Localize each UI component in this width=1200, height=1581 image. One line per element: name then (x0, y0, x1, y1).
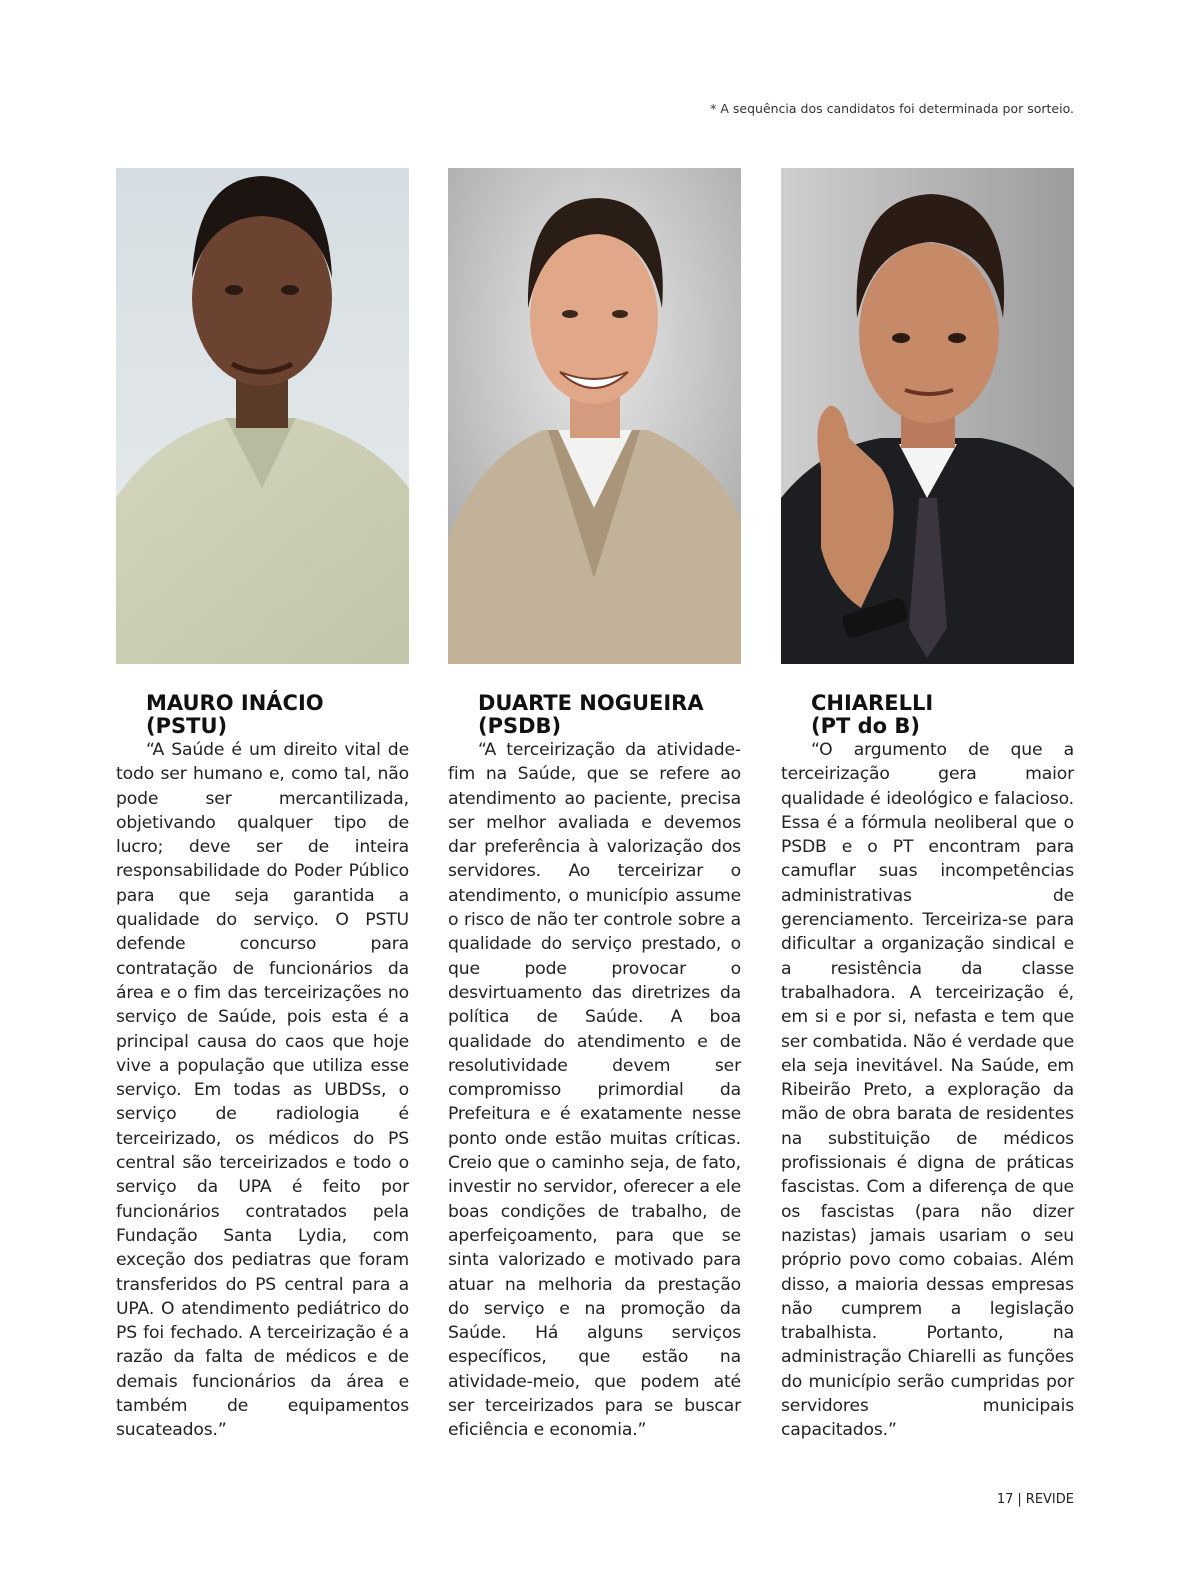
candidate-party: (PSTU) (146, 714, 228, 738)
candidate-name: MAURO INÁCIO (146, 691, 324, 715)
candidate-column-3 (781, 168, 1074, 1443)
footer-separator: | (1017, 1492, 1022, 1507)
magazine-name: REVIDE (1025, 1492, 1074, 1507)
candidate-name: DUARTE NOGUEIRA (478, 691, 704, 715)
candidate-column-1 (116, 168, 409, 1443)
candidate-column-2 (448, 168, 741, 1443)
candidate-quote: “A terceirização da atividade-fim na Saúde, que se refere ao atendimento ao paciente, precisa ser melhor avaliada e devemos dar preferência à valorização dos servidores. Ao terceirizar o atendimento, o município assume o risco de não ter controle sobre a qualidade do serviço prestado, o que pode provocar o desvirtuamento das diretrizes da política de Saúde. A boa qualidade do atendimento e de resolutividade devem ser compromisso primordial da Prefeitura e é exatamente nesse ponto onde estão muitas críticas. Creio que o caminho seja, de fato, investir no servidor, oferecer a ele boas condições de trabalho, de aperfeiçoamento, para que se sinta valorizado e motivado para atuar na melhoria da prestação do serviço e na promoção da Saúde. Há alguns serviços específicos, que estão na atividade-meio, que podem até ser terceirizados para se buscar eficiência e economia.” (448, 740, 741, 1441)
page-number: 17 (996, 1492, 1014, 1507)
page-footer (997, 1492, 1074, 1507)
candidate-quote: “O argumento de que a terceirização gera maior qualidade é ideológico e falacioso. Essa é a fórmula neoliberal que o PSDB e o PT encontram para camuflar suas incompetências administrativas de gerenciamento. Terceiriza-se para dificultar a organização sindical e a resistência da classe trabalhadora. A terceirização é, em si e por si, nefasta e tem que ser combatida. Não é verdade que ela seja inevitável. Na Saúde, em Ribeirão Preto, a exploração da mão de obra barata de residentes na substituição de médicos profissionais é digna de práticas fascistas. Com a diferença de que os fascistas (para não dizer nazistas) jamais usariam o seu próprio povo como cobaias. Além disso, a maioria dessas empresas não cumprem a legislação trabalhista. Portanto, na administração Chiarelli as funções do município serão cumpridas por servidores municipais capacitados.” (781, 740, 1074, 1441)
candidate-photo-2 (448, 168, 741, 664)
candidate-quote: “A Saúde é um direito vital de todo ser humano e, como tal, não pode ser mercantilizada, objetivando qualquer tipo de lucro; deve ser de inteira responsabilidade do Poder Público para que seja garantida a qualidade do serviço. O PSTU defende concurso para contratação de funcionários da área e o fim das terceirizações no serviço de Saúde, pois esta é a principal causa do caos que hoje vive a população que utiliza esse serviço. Em todas as UBDSs, o serviço de radiologia é terceirizado, os médicos do PS central são terceirizados e todo o serviço da UPA é feito por funcionários contratados pela Fundação Santa Lydia, com exceção dos pediatras que foram transferidos do PS central para a UPA. O atendimento pediátrico do PS foi fechado. A terceirização é a razão da falta de médicos e de demais funcionários da área e também de equipamentos sucateados.” (116, 740, 409, 1441)
candidate-photo-3 (781, 168, 1074, 664)
candidate-party: (PT do B) (811, 714, 920, 738)
candidate-name: CHIARELLI (811, 691, 934, 715)
draw-order-note: * A sequência dos candidatos foi determinada por sorteio. (710, 101, 1074, 116)
candidate-party: (PSDB) (478, 714, 562, 738)
candidate-photo-1 (116, 168, 409, 664)
